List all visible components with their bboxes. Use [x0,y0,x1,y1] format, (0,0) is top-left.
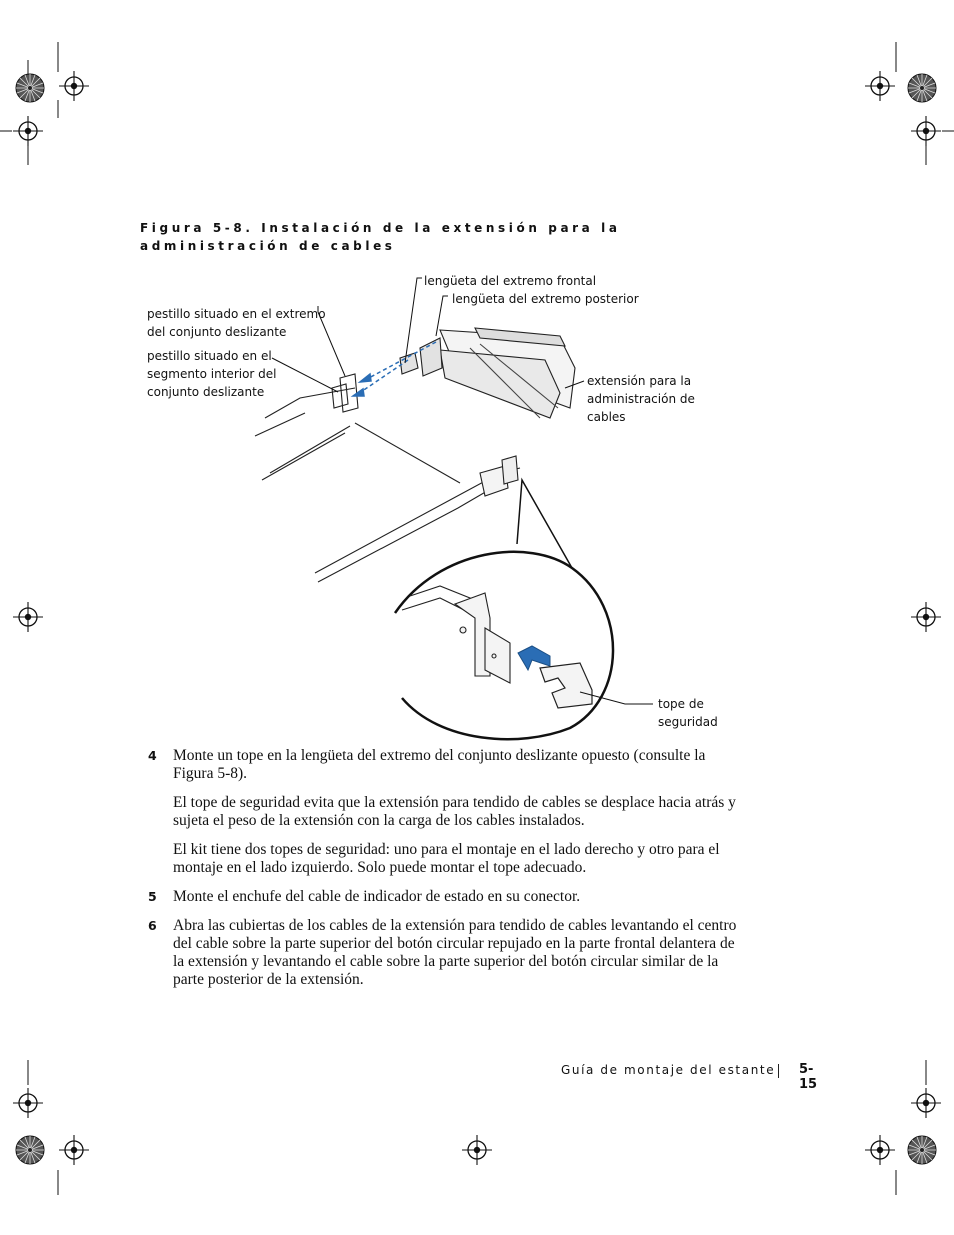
callout-latch-inner-line3: conjunto deslizante [147,385,265,399]
footer-title: Guía de montaje del estante [561,1063,776,1077]
step-text: Monte un tope en la lengüeta del extremo del conjunto deslizante opuesto (consulte la Figura 5-8). [173,747,706,782]
callout-rear-tab: lengüeta del extremo posterior [452,292,639,306]
step-number: 5 [148,889,157,904]
step-number: 6 [148,918,157,933]
page-footer [560,1062,830,1092]
safety-stop [540,663,592,708]
callout-arm-line1: extensión para la [587,374,692,388]
note-paragraph: El kit tiene dos topes de seguridad: uno para el montaje en el lado derecho y otro para el montaje en el lado izquierdo. Solo puede montar el tope adecuado. [173,841,720,876]
step-text: Abra las cubiertas de los cables de la extensión para tendido de cables levantando el centro del cable sobre la parte superior del botón circular repujado en la parte frontal delantera de la extensión y levantando el cable sobre la parte superior del botón circular similar de la parte posterior de la extensión. [173,917,737,988]
callout-arm-line2: administración de [587,392,695,406]
callout-latch-inner-line2: segmento interior del [147,367,277,381]
callout-arm-line3: cables [587,410,626,424]
step-6 [148,917,738,989]
callout-stop-line1: tope de [658,697,704,711]
detail-rail [402,586,510,683]
step-5 [148,888,738,906]
slide-rail-upper [255,374,460,483]
callout-latch-end-line1: pestillo situado en el extremo [147,307,326,321]
step-4 [148,747,738,783]
step-number: 4 [148,748,157,763]
detail-arrow [518,646,550,670]
callout-latch-end-line2: del conjunto deslizante [147,325,287,339]
figure-caption: Figura 5-8. Instalación de la extensión para la administración de cables [140,221,621,253]
callout-latch-inner-line1: pestillo situado en el [147,349,272,363]
note-paragraph: El tope de seguridad evita que la extensión para tendido de cables se desplace hacia atrás y sujeta el peso de la extensión con la carga de los cables instalados. [173,794,736,829]
step-text: Monte el enchufe del cable de indicador de estado en su conector. [173,888,581,905]
figure-cable-arm-install [140,268,740,743]
cable-management-arm [400,328,575,418]
callout-front-tab: lengüeta del extremo frontal [424,274,597,288]
instruction-steps [148,747,738,1000]
footer-divider [778,1064,779,1078]
callout-stop-line2: seguridad [658,715,718,729]
page-number: 5-15 [799,1062,818,1092]
slide-rail-lower [315,456,520,582]
